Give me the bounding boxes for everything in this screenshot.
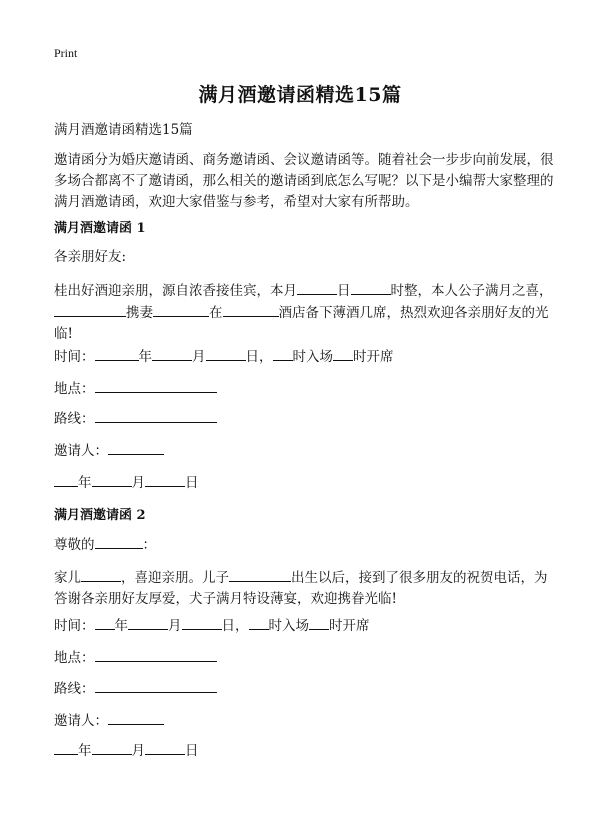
blank-field: [95, 378, 217, 393]
blank-field: [92, 472, 132, 487]
month-label: 月: [192, 349, 206, 365]
blank-field: [54, 472, 78, 487]
day-label: 日，: [221, 618, 249, 634]
blank-field: [128, 615, 168, 630]
inviter-label: 邀请人：: [54, 443, 108, 459]
page-title: 满月酒邀请函精选15篇: [198, 84, 402, 106]
blank-field: [153, 302, 209, 317]
blank-field: [145, 472, 185, 487]
blank-field: [54, 302, 126, 317]
subtitle: 满月酒邀请函精选15篇: [54, 122, 193, 138]
blank-field: [229, 567, 291, 582]
section-1-greeting: 各亲朋好友:: [54, 249, 127, 265]
entry-time-label: 时入场: [268, 618, 309, 634]
place-label: 地点：: [54, 381, 95, 397]
year-label: 年: [78, 743, 92, 759]
greeting-text: ：: [142, 537, 156, 553]
section-1-inviter-line: [54, 440, 554, 462]
day-label: 日: [185, 475, 199, 491]
year-label: 年: [138, 349, 152, 365]
blank-field: [95, 346, 139, 361]
intro-paragraph: 邀请函分为婚庆邀请函、商务邀请函、会议邀请函等。随着社会一步步向前发展，很多场合都离不了邀请函，那么相关的邀请函到底怎么写呢？以下是小编帮大家整理的满月酒邀请函，欢迎大家借鉴与参考，希望对大家有所帮助。: [54, 152, 554, 210]
section-2-time-line: [54, 615, 554, 637]
blank-field: [223, 302, 279, 317]
blank-field: [145, 740, 185, 755]
place-label: 地点：: [54, 650, 95, 666]
blank-field: [92, 740, 132, 755]
blank-field: [333, 346, 353, 361]
blank-field: [249, 615, 269, 630]
section-1-time-line: [54, 346, 554, 368]
body-text: 携妻: [126, 305, 153, 321]
section-1-heading: 满月酒邀请函 1: [54, 221, 146, 236]
body-text: 日: [337, 283, 351, 299]
section-1-body: [54, 280, 554, 345]
route-label: 路线：: [54, 411, 95, 427]
body-text: 酒店备下薄酒几席，热烈欢迎各亲朋好友的光临!: [54, 305, 549, 342]
blank-field: [152, 346, 192, 361]
entry-time-label: 时入场: [292, 349, 333, 365]
section-1-place-line: [54, 378, 554, 400]
start-time-label: 时开席: [353, 349, 394, 365]
section-2-route-line: [54, 678, 554, 700]
year-label: 年: [114, 618, 128, 634]
time-label: 时间：: [54, 349, 95, 365]
blank-field: [81, 567, 121, 582]
body-text: 时整，本人公子满月之喜，: [390, 283, 553, 299]
blank-field: [108, 440, 164, 455]
blank-field: [95, 615, 115, 630]
blank-field: [273, 346, 293, 361]
day-label: 日: [185, 743, 199, 759]
day-label: 日，: [245, 349, 273, 365]
blank-field: [95, 534, 143, 549]
section-1-route-line: [54, 408, 554, 430]
blank-field: [95, 678, 217, 693]
month-label: 月: [131, 475, 145, 491]
route-label: 路线：: [54, 681, 95, 697]
greeting-text: 尊敬的: [54, 537, 95, 553]
blank-field: [351, 280, 391, 295]
blank-field: [108, 710, 164, 725]
blank-field: [95, 647, 217, 662]
section-2-greeting: [54, 534, 554, 556]
blank-field: [182, 615, 222, 630]
section-2-body: [54, 567, 554, 610]
month-label: 月: [168, 618, 182, 634]
body-text: 出生以后，接到了很多朋友的祝贺电话，为答谢各亲朋好友厚爱，犬子满月特设薄宴，欢迎携眷光临!: [54, 570, 548, 607]
blank-field: [309, 615, 329, 630]
blank-field: [297, 280, 337, 295]
start-time-label: 时开席: [329, 618, 370, 634]
section-1-date-line: [54, 472, 554, 494]
print-link[interactable]: Print: [54, 46, 78, 60]
section-2-date-line: [54, 740, 554, 762]
body-text: 家儿: [54, 570, 81, 586]
blank-field: [95, 408, 217, 423]
body-text: 在: [209, 305, 223, 321]
year-label: 年: [78, 475, 92, 491]
section-2-inviter-line: [54, 710, 554, 732]
section-2-place-line: [54, 647, 554, 669]
inviter-label: 邀请人：: [54, 713, 108, 729]
body-text: 桂出好酒迎亲朋，源自浓香接佳宾，本月: [54, 283, 297, 299]
blank-field: [206, 346, 246, 361]
time-label: 时间：: [54, 618, 95, 634]
month-label: 月: [131, 743, 145, 759]
body-text: ，喜迎亲朋。儿子: [121, 570, 229, 586]
blank-field: [54, 740, 78, 755]
section-2-heading: 满月酒邀请函 2: [54, 508, 146, 523]
